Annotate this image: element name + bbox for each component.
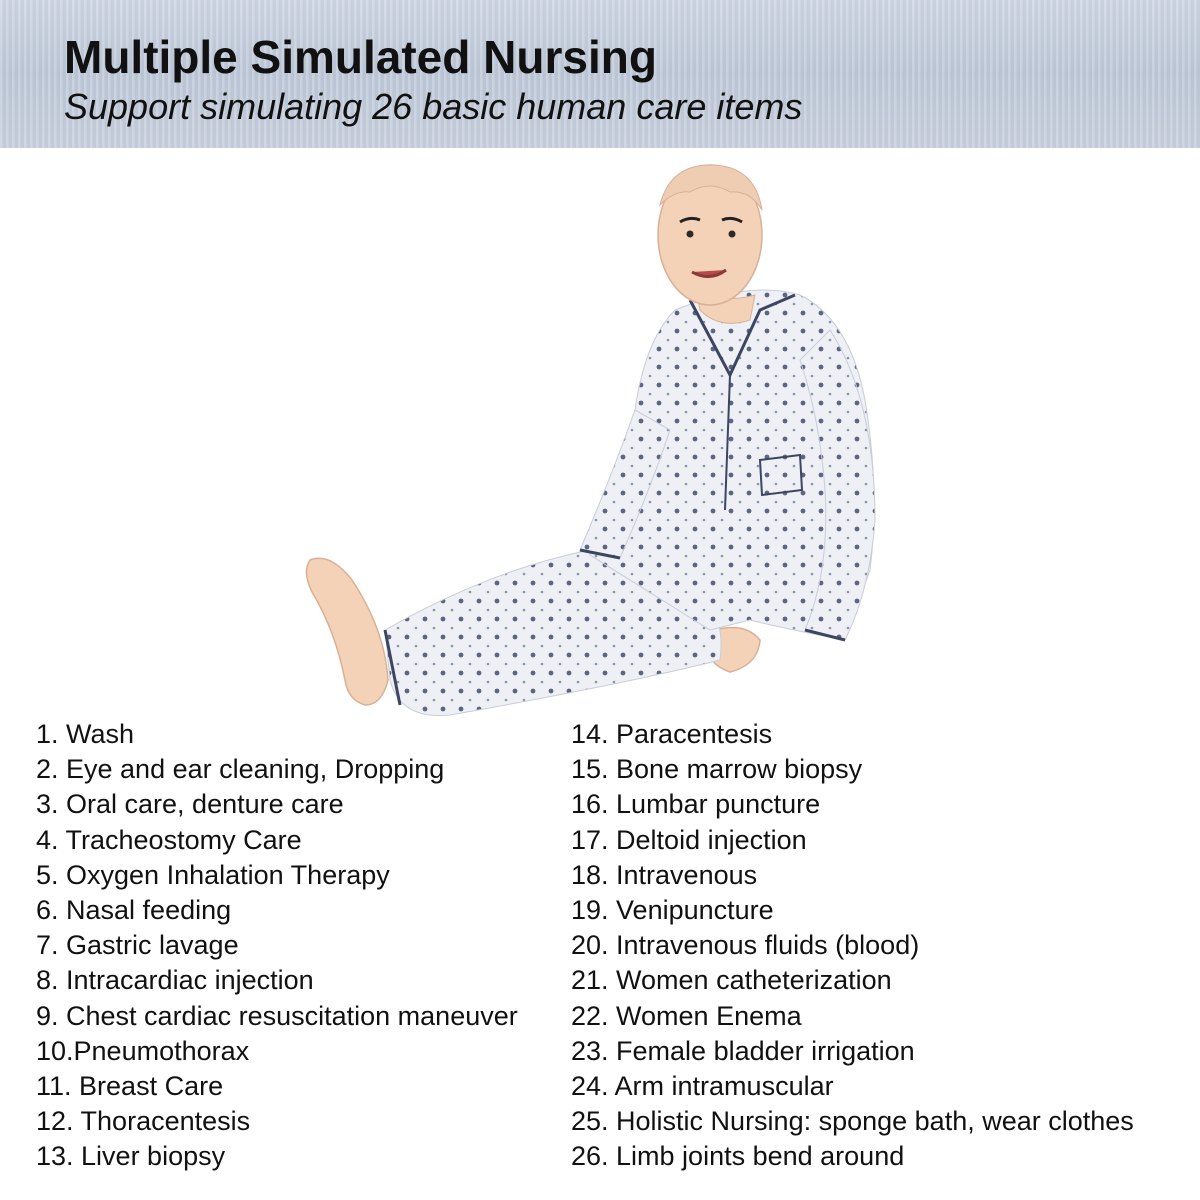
page-title: Multiple Simulated Nursing	[64, 31, 657, 83]
list-item: 24. Arm intramuscular	[571, 1071, 834, 1102]
list-item: 4. Tracheostomy Care	[36, 824, 302, 855]
header-banner	[0, 0, 1200, 148]
list-item: 3. Oral care, denture care	[36, 789, 344, 820]
list-item: 14. Paracentesis	[571, 719, 773, 749]
list-item: 16. Lumbar puncture	[571, 789, 821, 820]
list-item: 10.Pneumothorax	[36, 1035, 250, 1066]
list-item: 13. Liver biopsy	[36, 1141, 226, 1172]
list-item: 8. Intracardiac injection	[36, 965, 314, 996]
list-item: 15. Bone marrow biopsy	[571, 754, 863, 785]
care-items-list-left	[36, 717, 518, 1175]
list-item: 25. Holistic Nursing: sponge bath, wear clothes	[571, 1106, 1134, 1137]
list-item: 12. Thoracentesis	[36, 1106, 251, 1137]
list-item: 22. Women Enema	[571, 1000, 802, 1031]
list-item: 1. Wash	[36, 719, 135, 749]
nursing-manikin-illustration	[290, 160, 910, 730]
list-item: 23. Female bladder irrigation	[571, 1035, 915, 1066]
list-item: 6. Nasal feeding	[36, 895, 232, 926]
list-item: 7. Gastric lavage	[36, 930, 239, 961]
page-subtitle: Support simulating 26 basic human care items	[64, 86, 803, 127]
list-item: 18. Intravenous	[571, 859, 758, 890]
manikin-drawing	[290, 160, 910, 730]
list-item: 9. Chest cardiac resuscitation maneuver	[36, 1000, 518, 1031]
list-item: 20. Intravenous fluids (blood)	[571, 930, 920, 961]
list-item: 2. Eye and ear cleaning, Dropping	[36, 754, 445, 785]
care-items-list-right	[571, 717, 1134, 1175]
list-item: 19. Venipuncture	[571, 895, 774, 926]
list-item: 17. Deltoid injection	[571, 824, 807, 855]
list-item: 11. Breast Care	[36, 1071, 224, 1102]
list-item: 21. Women catheterization	[571, 965, 892, 996]
list-item: 26. Limb joints bend around	[571, 1141, 905, 1172]
list-item: 5. Oxygen Inhalation Therapy	[36, 859, 390, 890]
